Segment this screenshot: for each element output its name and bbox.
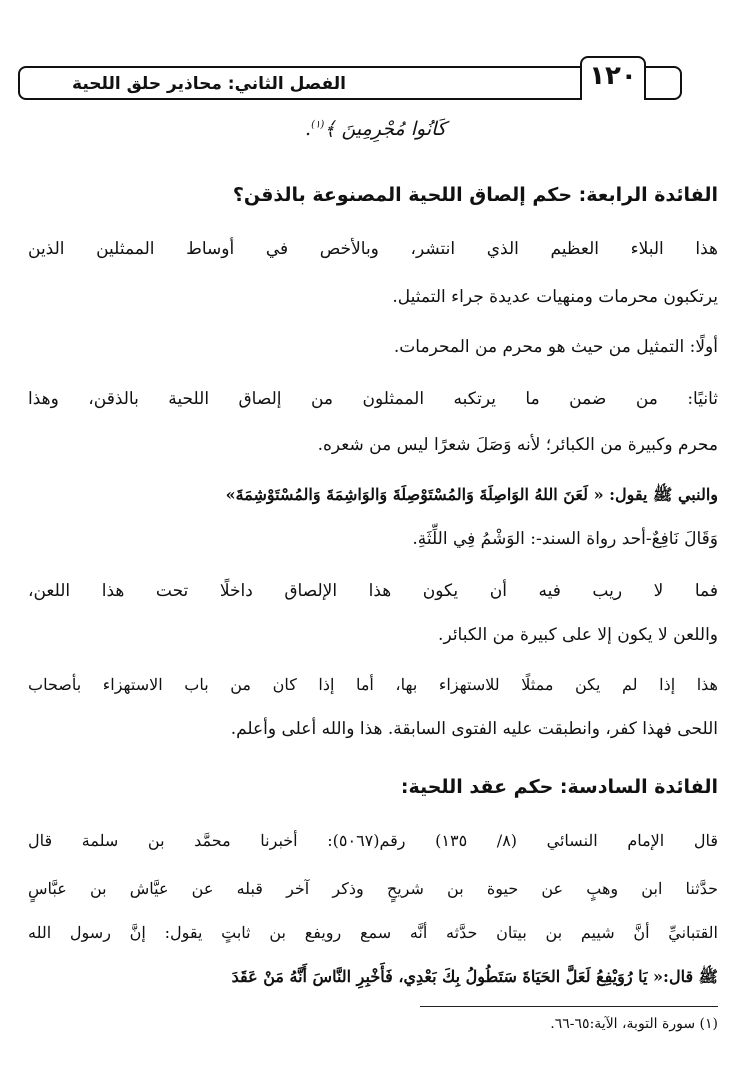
- footnote-separator: [420, 1006, 718, 1007]
- footnote-text: سورة التوبة، الآية:٦٥-٦٦.: [550, 1016, 696, 1032]
- verse-period: .: [305, 118, 312, 140]
- paragraph-line: أولًا: التمثيل من حيث هو محرم من المحرمات.: [393, 337, 718, 357]
- paragraph-line: اللحى فهذا كفر، وانطبقت عليه الفتوى السابقة. هذا والله أعلى وأعلم.: [230, 719, 718, 739]
- quran-verse-fragment: [305, 118, 446, 140]
- paragraph-line: محرم وكبيرة من الكبائر؛ لأنه وَصَلَ شعرًا ليس من شعره.: [317, 435, 718, 455]
- paragraph-line: واللعن لا يكون إلا على كبيرة من الكبائر.: [438, 625, 718, 645]
- verse-text: كَانُوا مُجْرِمِينَ ﴾: [324, 118, 446, 140]
- paragraph-line: قال الإمام النسائي (٨/ ١٣٥) رقم(٥٠٦٧): أخبرنا محمَّد بن سلمة قال: [28, 831, 719, 850]
- footnote-number: (١): [699, 1016, 718, 1032]
- paragraph-line: هذا إذا لم يكن ممثلًا للاستهزاء بها، أما إذا كان من باب الاستهزاء بأصحاب: [28, 675, 718, 694]
- paragraph-line: فما لا ريب فيه أن يكون هذا الإلصاق داخلًا تحت هذا اللعن،: [28, 581, 718, 601]
- page-number: ١٢٠: [589, 61, 637, 91]
- paragraph-line: حدَّثنا ابن وهبٍ عن حيوة بن شريحٍ وذكر آخر قبله عن عيَّاش بن عبَّاسٍ: [28, 879, 718, 898]
- paragraph-line: ثانيًا: من ضمن ما يرتكبه الممثلون من إلصاق اللحية بالذقن، وهذا: [28, 389, 718, 409]
- paragraph-line: هذا البلاء العظيم الذي انتشر، وبالأخص في أوساط الممثلين الذين: [28, 239, 718, 259]
- paragraph-line: القتبانيِّ أنَّ شييم بن بيتان حدَّثه أنَّه سمع رويفع بن ثابتٍ يقول: إنَّ رسول الله: [28, 923, 718, 942]
- hadith-line: وَقَالَ نَافِعٌ-أحد رواة السند-: الوَشْمُ فِي اللِّثَةِ.: [412, 529, 718, 549]
- section-heading-4: الفائدة الرابعة: حكم إلصاق اللحية المصنوعة بالذقن؟: [232, 184, 718, 206]
- hadith-line: والنبي ﷺ يقول: « لَعَنَ اللهُ الوَاصِلَةَ وَالمُسْتَوْصِلَةَ وَالوَاشِمَةَ وَالمُسْتَوْشِمَةَ»: [225, 485, 718, 504]
- footnote-reference: (١): [311, 119, 325, 131]
- hadith-line: ﷺ قال:« يَا رُوَيْفِعُ لَعَلَّ الحَيَاةَ سَتَطُولُ بِكَ بَعْدِي، فَأَخْبِرِ النَّاسَ أَنَّهُ مَنْ عَقَدَ: [231, 967, 718, 986]
- section-heading-6: الفائدة السادسة: حكم عقد اللحية:: [400, 776, 718, 798]
- paragraph-line: يرتكبون محرمات ومنهيات عديدة جراء التمثيل.: [392, 287, 718, 307]
- footnote: [550, 1016, 718, 1032]
- chapter-title: الفصل الثاني: محاذير حلق اللحية: [72, 74, 346, 94]
